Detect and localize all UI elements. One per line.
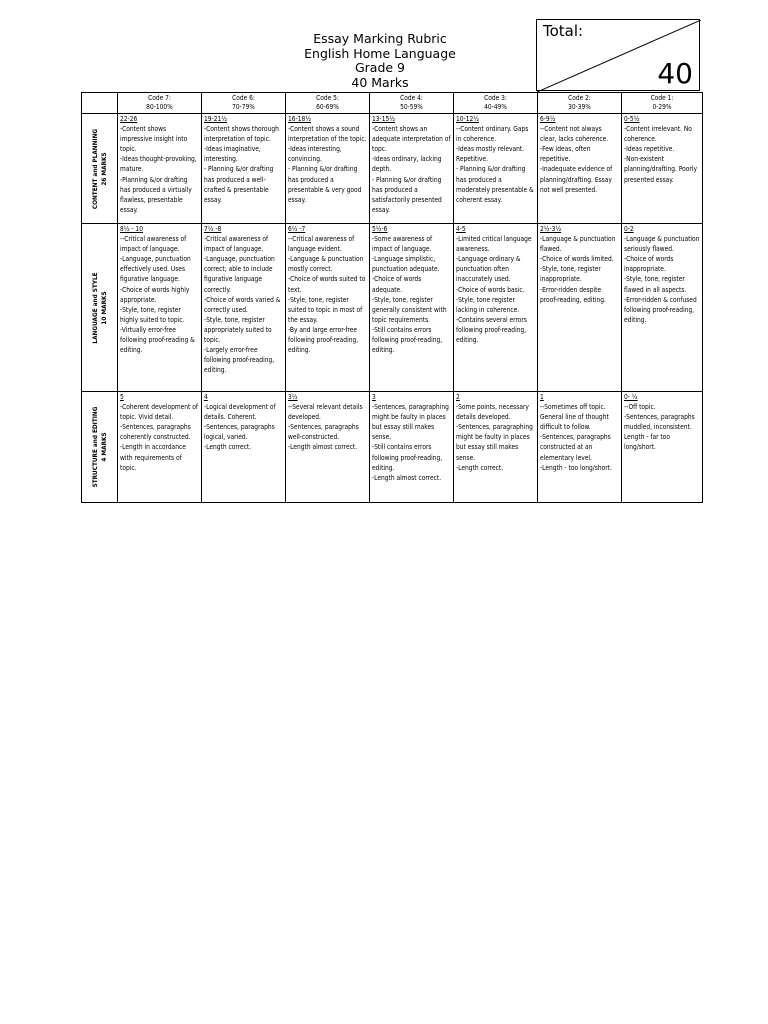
rubric-cell: 3 -Sentences, paragraphing might be faulty in places but essay still makes sense. -Still contains errors following proof-reading, editing. -Length almost correct. xyxy=(370,392,454,503)
column-header-code-5: Code 5: 60-69% xyxy=(286,93,370,114)
subject-label: English Home Language xyxy=(304,45,456,61)
rubric-cell: 6-9½ --Content not always clear, lacks coherence. -Few ideas, often repetitive. -Inadequate evidence of planning/drafting. Essay not well presented. xyxy=(538,114,622,224)
rubric-cell: 13-15½ -Content shows an adequate interpretation of topc. -Ideas ordinary, lacking depth. - Planning &/or drafting has produced a satisfactorily presented essay. xyxy=(370,114,454,224)
rubric-title: Essay Marking Rubric xyxy=(313,31,447,46)
rubric-cell: 7½ -8 -Critical awareness of impact of language. -Language, punctuation correct; able to include figurative language correctly. -Choice of words varied & correctly used. -Style, tone, register appropriately suited to topic. -Largely error-free following proof-reading, editing. xyxy=(202,224,286,392)
column-header-code-3: Code 3: 40-49% xyxy=(454,93,538,114)
rubric-cell: 5 -Coherent development of topic. Vivid detail. -Sentences, paragraphs coherently constructed. -Length in accordance with requirements of topic. xyxy=(118,392,202,503)
rubric-cell: 1 --Sometimes off topic. General line of thought difficult to follow. -Sentences, paragraphs constructed at an elementary level. -Length - too long/short. xyxy=(538,392,622,503)
rubric-cell: 10-12½ --Content ordinary. Gaps in coherence. -Ideas mostly relevant. Repetitive. - Planning &/or drafting has produced a moderately presentable & coherent essay. xyxy=(454,114,538,224)
rubric-cell: 0-5½ -Content irrelevant. No coherence. -Ideas repetitive. -Non-existent planning/drafting. Poorly presented essay. xyxy=(622,114,703,224)
rubric-cell: 2 -Some points, necessary details developed. -Sentences, paragraphing might be faulty in places but essay still makes sense. -Length correct. xyxy=(454,392,538,503)
row-header: LANGUAGE and STYLE 10 MARKS xyxy=(82,224,118,392)
header-row xyxy=(82,93,703,114)
rubric-title-block xyxy=(250,32,510,90)
rubric-cell: 0- ½ --Off topic. -Sentences, paragraphs muddled, inconsistent. Length - far too long/short. xyxy=(622,392,703,503)
rubric-cell: 8½ - 10 --Critical awareness of impact of language. -Language, punctuation effectively used. Uses figurative language. -Choice of words highly appropriate. -Style, tone, register highly suited to topic. -Virtually error-free following proof-reading & editing. xyxy=(118,224,202,392)
marks-label: 40 Marks xyxy=(351,74,409,90)
rubric-cell: 6½ -7 --Critical awareness of language evident. -Language & punctuation mostly correct. -Choice of words suited to text. -Style, tone, register suited to topic in most of the essay. -By and large error-free following proof-reading, editing. xyxy=(286,224,370,392)
row-header: CONTENT and PLANNING 26 MARKS xyxy=(82,114,118,224)
rubric-cell: 0-2 -Language & punctuation seriously flawed. -Choice of words inappropriate. -Style, tone, register flawed in all aspects. -Error-ridden & confused following proof-reading, editing. xyxy=(622,224,703,392)
rubric-cell: 4-5 -Limited critical language awareness. -Language ordinary & punctuation often inaccurately used. -Choice of words basic. -Style, tone register lacking in coherence. -Contains several errors following proof-reading, editing. xyxy=(454,224,538,392)
column-header-code-6: Code 6: 70-79% xyxy=(202,93,286,114)
column-header-code-4: Code 4: 50-59% xyxy=(370,93,454,114)
row-header: STRUCTURE and EDITING 4 MARKS xyxy=(82,392,118,503)
rubric-cell: 5½-6 -Some awareness of impact of language. -Language simplistic, punctuation adequate. -Choice of words adequate. -Style, tone, register generally consistent with topic requirements. -Still contains errors following proof-reading, editing. xyxy=(370,224,454,392)
rubric-cell: 3½ --Several relevant details developed. -Sentences, paragraphs well-constructed. -Length almost correct. xyxy=(286,392,370,503)
row-language-style xyxy=(82,224,703,392)
rubric-cell: 4 -Logical development of details. Coherent. -Sentences, paragraphs logical, varied. -Length correct. xyxy=(202,392,286,503)
column-header-code-1: Code 1: 0-29% xyxy=(622,93,703,114)
rubric-cell: 16-18½ -Content shows a sound interpretation of the topic. -Ideas interesting, convincing. - Planning &/or drafting has produced a presentable & very good essay. xyxy=(286,114,370,224)
rubric-table xyxy=(81,92,703,503)
column-header-code-2: Code 2: 30-39% xyxy=(538,93,622,114)
rubric-cell: 19-21½ -Content shows thorough interpretation of topic. -Ideas imaginative, interesting. - Planning &/or drafting has produced a well-crafted & presentable essay. xyxy=(202,114,286,224)
total-label: Total: xyxy=(543,22,584,40)
total-box xyxy=(536,19,700,91)
total-value: 40 xyxy=(657,57,693,90)
row-structure-editing xyxy=(82,392,703,503)
rubric-cell: 2½-3½ -Language & punctuation flawed. -Choice of words limited. -Style, tone, register inappropriate. -Error-ridden despite proof-reading, editing. xyxy=(538,224,622,392)
row-content-planning xyxy=(82,114,703,224)
column-header-code-7: Code 7: 80-100% xyxy=(118,93,202,114)
rubric-cell: 22-26 -Content shows impressive insight into topic. -Ideas thought-provoking, mature. -Planning &/or drafting has produced a virtually flawless, presentable essay. xyxy=(118,114,202,224)
corner-cell xyxy=(82,93,118,114)
grade-label: Grade 9 xyxy=(354,60,406,75)
